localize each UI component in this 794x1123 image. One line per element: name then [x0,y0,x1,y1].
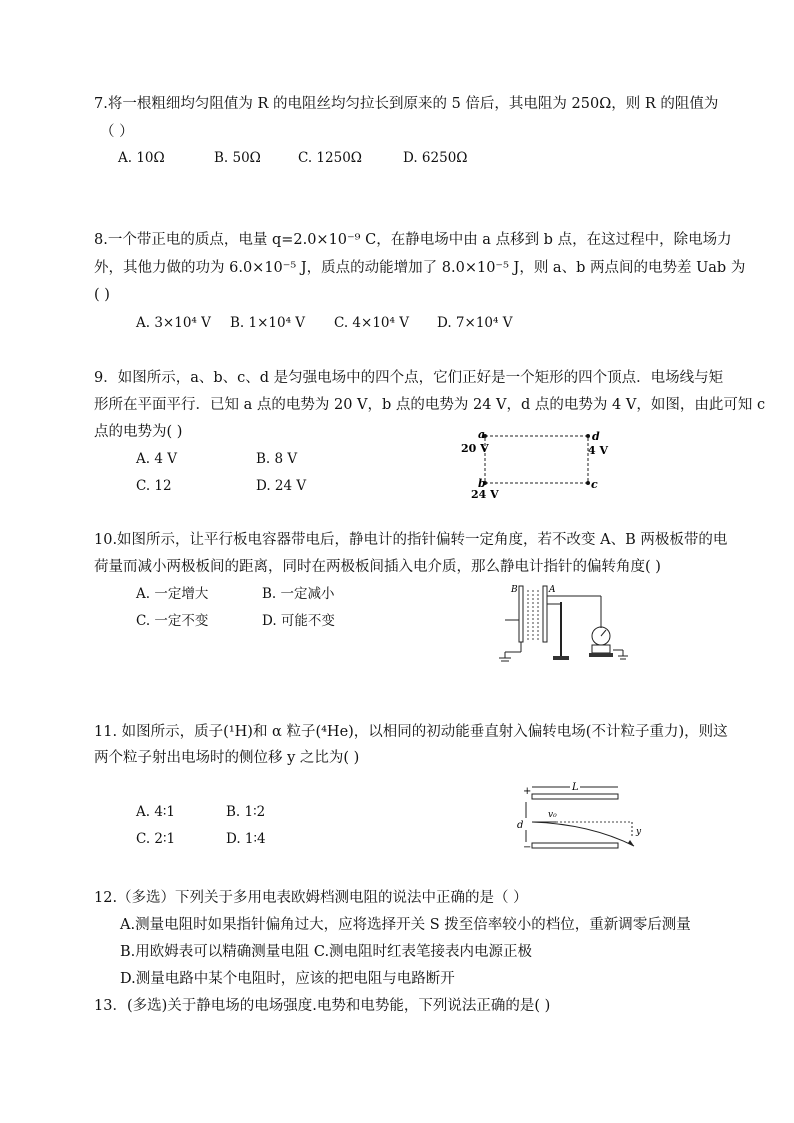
q9-stem-line3: 点的电势为( ) [94,424,183,440]
q12-option-a: A.测量电阻时如果指针偏角过大，应将选择开关 S 拨至倍率较小的档位，重新调零后测量 [120,917,691,933]
q9-label-d: d [592,430,600,443]
q9-dashed-rectangle [485,436,588,483]
q8-stem-line1: 8.一个带正电的质点，电量 q=2.0×10⁻⁹ C，在静电场中由 a 点移到 b 点，在这过程中，除电场力 [94,232,732,248]
q11-stem-line1: 11. 如图所示，质子(¹H)和 α 粒子(⁴He)，以相同的初动能垂直射入偏转电场(不计粒子重力)，则这 [94,724,728,740]
q9-label-24v: 24 V [471,488,499,501]
q11-lower-plate [532,843,618,848]
q9-option-d: D. 24 V [256,478,307,494]
q8-stem-line2: 外，其他力做的功为 6.0×10⁻⁵ J，质点的动能增加了 8.0×10⁻⁵ J，则 a、b 两点间的电势差 Uab 为 [94,260,746,276]
q12-option-bc: B.用欧姆表可以精确测量电阻 C.测电阻时红表笔接表内电源正极 [120,944,533,960]
q11-option-a: A. 4∶1 [136,804,176,820]
q10-electroscope-base [592,645,610,653]
q8-stem-line3: ( ) [94,287,110,303]
q11-minus-sign: − [523,842,532,853]
q10-option-b: B. 一定减小 [262,586,335,602]
q8-option-c: C. 4×10⁴ V [334,315,409,331]
q10-stand-base [553,656,569,660]
q10-label-b: B [511,585,518,595]
q9-label-b: b [478,477,486,490]
q11-label-l: L [572,782,579,793]
q12-option-d: D.测量电路中某个电阻时，应该的把电阻与电路断开 [120,971,455,987]
q10-plate-b [519,586,523,642]
q10-capacitor-electroscope-figure [495,580,635,665]
q11-stem-line2: 两个粒子射出电场时的侧位移 y 之比为( ) [94,750,360,766]
q9-stem-line1: 9．如图所示，a、b、c、d 是匀强电场中的四个点，它们正好是一个矩形的四个顶点．电场线与矩 [94,370,724,386]
q8-option-a: A. 3×10⁴ V [136,315,211,331]
q11-upper-plate [532,794,618,799]
q8-option-d: D. 7×10⁴ V [437,315,513,331]
q7-stem-line1: 7.将一根粗细均匀阻值为 R 的电阻丝均匀拉长到原来的 5 倍后，其电阻为 250Ω，则 R 的阻值为 [94,96,719,112]
q10-label-a: A [549,585,556,595]
q8-option-b: B. 1×10⁴ V [230,315,306,331]
q7-stem-line2: （ ） [100,124,134,140]
q11-plus-sign: + [523,786,532,797]
q11-option-b: B. 1∶2 [226,804,266,820]
q10-option-d: D. 可能不变 [262,613,335,629]
q10-electroscope-needle [601,630,606,636]
q9-point-d [586,434,590,438]
q9-point-c [586,481,590,485]
q9-label-c: c [591,478,598,491]
q11-trajectory-arrowhead [628,840,634,846]
q11-option-d: D. 1∶4 [226,831,266,847]
q12-stem: 12.（多选）下列关于多用电表欧姆档测电阻的说法中正确的是（ ） [94,890,528,906]
q10-stem-line1: 10.如图所示，让平行板电容器带电后，静电计的指针偏转一定角度，若不改变 A、B 两极板带的电 [94,532,728,548]
q10-option-a: A. 一定增大 [136,586,209,602]
q9-stem-line2: 形所在平面平行．已知 a 点的电势为 20 V，b 点的电势为 24 V，d 点的电势为 4 V，如图，由此可知 c [94,397,766,413]
q9-option-c: C. 12 [136,478,172,494]
q11-trajectory [532,822,634,846]
q10-stem-line2: 荷量而减小两极板间的距离，同时在两极板间插入电介质，那么静电计指针的偏转角度( ) [94,559,661,575]
q11-deflection-field-figure [510,780,660,855]
q7-option-a: A. 10Ω [118,150,165,166]
q13-stem: 13．(多选)关于静电场的电场强度.电势和电势能，下列说法正确的是( ) [94,998,551,1014]
q9-label-4v: 4 V [588,444,609,457]
q9-option-a: A. 4 V [136,451,177,467]
q7-option-c: C. 1250Ω [298,150,362,166]
q9-label-20v: 20 V [461,442,489,455]
q10-option-c: C. 一定不变 [136,613,209,629]
q10-plate-a [543,586,547,642]
q9-option-b: B. 8 V [256,451,298,467]
q7-option-b: B. 50Ω [214,150,261,166]
q11-label-v0: v₀ [548,810,557,820]
q11-label-y: y [636,827,642,837]
q11-option-c: C. 2∶1 [136,831,176,847]
q7-option-d: D. 6250Ω [403,150,468,166]
q9-rectangle-figure [455,425,620,505]
q11-label-d: d [517,820,524,831]
q9-label-a: a [478,428,486,441]
